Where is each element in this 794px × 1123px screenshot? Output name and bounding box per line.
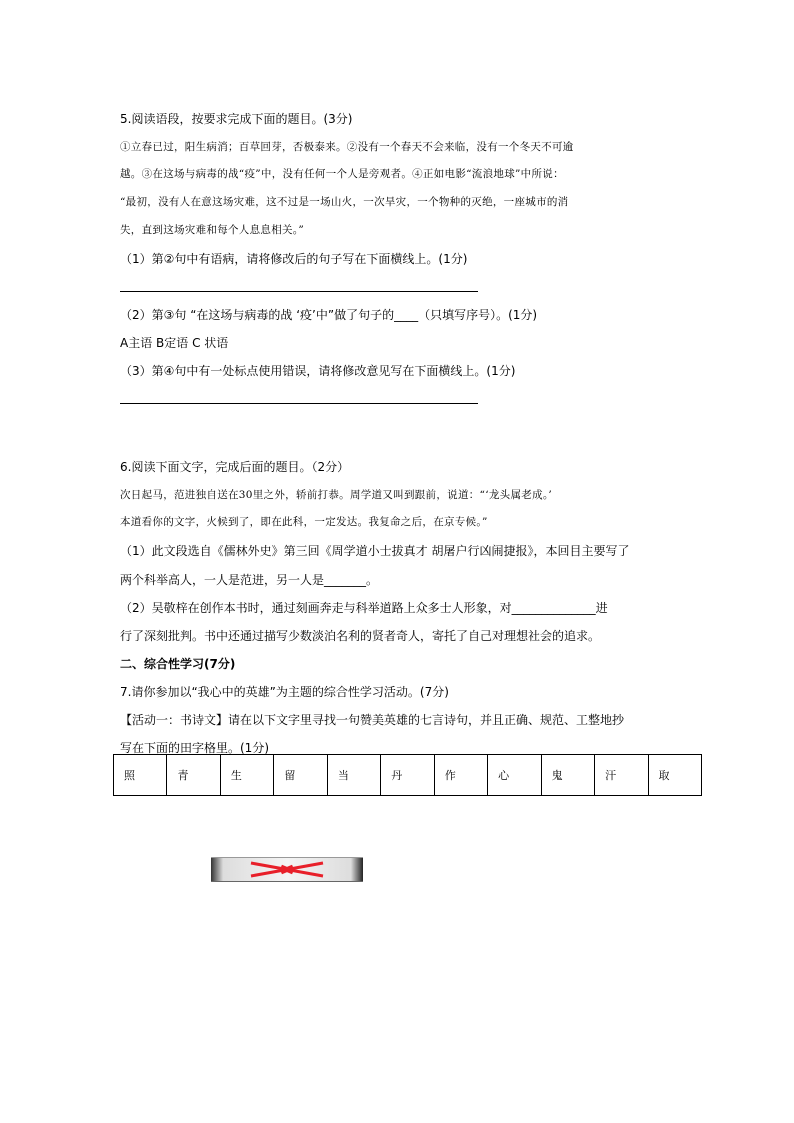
q5-answer-line-1[interactable] bbox=[120, 291, 478, 292]
q5-passage-line-3: “最初，没有人在意这场灾难，这不过是一场山火，一次旱灾，一个物种的灭绝，一座城市的消 bbox=[120, 196, 569, 208]
q6-sub2-b: 行了深刻批判。书中还通过描写少数淡泊名利的贤者奇人，寄托了自己对理想社会的追求。 bbox=[120, 629, 601, 643]
grid-cell: 心 bbox=[488, 755, 541, 796]
grid-cell: 丹 bbox=[381, 755, 434, 796]
q5-sub1: （1）第②句中有语病，请将修改后的句子写在下面横线上。(1分) bbox=[120, 252, 468, 266]
decorative-x-bar-image bbox=[211, 857, 363, 882]
grid-cell: 鬼 bbox=[541, 755, 594, 796]
grid-cell: 取 bbox=[648, 755, 701, 796]
character-grid bbox=[113, 754, 702, 796]
grid-cell: 生 bbox=[220, 755, 273, 796]
q5-answer-line-2[interactable] bbox=[120, 403, 478, 404]
q6-sub1-b: 两个科举高人，一人是范进，另一人是_______。 bbox=[120, 573, 379, 587]
q5-passage-line-1: ①立春已过，阳生病消；百草回芽，否极泰来。②没有一个春天不会来临，没有一个冬天不可逾 bbox=[120, 141, 574, 153]
q5-sub3: （3）第④句中有一处标点使用错误，请将修改意见写在下面横线上。(1分) bbox=[120, 364, 516, 378]
grid-cell: 作 bbox=[434, 755, 487, 796]
section2-title: 二、综合性学习(7分) bbox=[120, 657, 236, 671]
q5-passage-line-2: 越。③在这场与病毒的战“疫”中，没有任何一个人是旁观者。④正如电影“流浪地球”中所说： bbox=[120, 168, 564, 180]
grid-cell: 当 bbox=[327, 755, 380, 796]
activity1-line-a: 【活动一：书诗文】请在以下文字里寻找一句赞美英雄的七言诗句，并且正确、规范、工整地抄 bbox=[120, 713, 625, 727]
activity1-line-b: 写在下面的田字格里。(1分) bbox=[120, 741, 269, 755]
q6-passage-line-1: 次日起马，范进独自送在30里之外，轿前打恭。周学道又叫到跟前，说道：“‘龙头属老成。’ bbox=[120, 489, 553, 501]
q5-sub2: （2）第③句 “在这场与病毒的战 ‘疫’中”做了句子的____（只填写序号）。(1分) bbox=[120, 308, 538, 322]
q5-title: 5.阅读语段，按要求完成下面的题目。(3分) bbox=[120, 112, 353, 126]
grid-cell: 留 bbox=[274, 755, 327, 796]
grid-cell: 照 bbox=[114, 755, 167, 796]
q6-sub2-a: （2）吴敬梓在创作本书时，通过刻画奔走与科举道路上众多士人形象，对______________进 bbox=[120, 601, 608, 615]
q6-sub1-a: （1）此文段选自《儒林外史》第三回《周学道小士拔真才 胡屠户行凶闹捷报》，本回目主要写了 bbox=[120, 544, 630, 558]
q5-passage-line-4: 失，直到这场灾难和每个人息息相关。” bbox=[120, 224, 305, 236]
q7-title: 7.请你参加以“我心中的英雄”为主题的综合性学习活动。(7分) bbox=[120, 685, 449, 699]
q6-passage-line-2: 本道看你的文字，火候到了，即在此科，一定发达。我复命之后，在京专候。” bbox=[120, 516, 488, 528]
grid-cell: 汗 bbox=[595, 755, 648, 796]
q6-title: 6.阅读下面文字，完成后面的题目。（2分） bbox=[120, 460, 350, 474]
q5-options: A主语 B定语 C 状语 bbox=[120, 336, 229, 350]
grid-cell: 青 bbox=[167, 755, 220, 796]
red-x-icon bbox=[211, 858, 363, 881]
